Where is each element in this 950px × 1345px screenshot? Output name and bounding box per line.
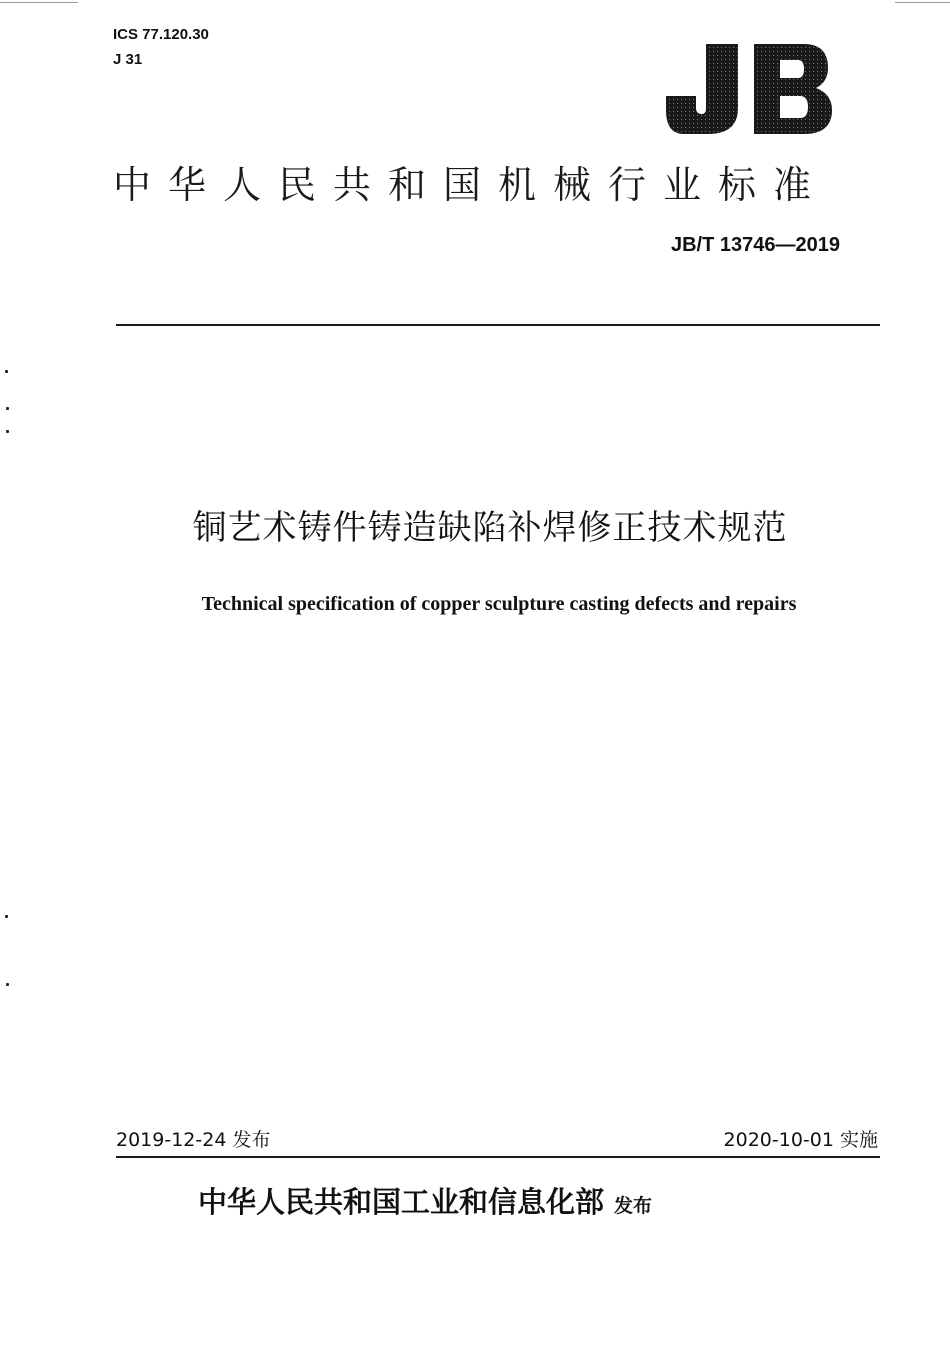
scan-speck xyxy=(5,915,8,918)
publisher xyxy=(198,1180,818,1228)
issue-date: 2019-12-24 发布 xyxy=(116,1129,271,1151)
header-divider xyxy=(116,324,880,326)
standard-number: JB/T 13746—2019 xyxy=(670,234,840,256)
scan-edge-mark xyxy=(895,2,950,3)
implementation-date: 2020-10-01 实施 xyxy=(723,1129,878,1151)
document-title-english: Technical specification of copper sculpture casting defects and repairs xyxy=(201,593,797,615)
issuing-body-title: 中华人民共和国机械行业标准 xyxy=(113,163,829,207)
publisher-name: 中华人民共和国工业和信息化部 xyxy=(198,1185,605,1219)
document-title-chinese: 铜艺术铸件铸造缺陷补焊修正技术规范 xyxy=(192,508,788,548)
scan-edge-mark xyxy=(0,2,78,3)
footer-divider xyxy=(116,1156,880,1158)
jb-logo xyxy=(664,38,834,138)
ccs-code: J 31 xyxy=(113,51,143,68)
publisher-suffix: 发布 xyxy=(614,1195,653,1217)
ics-code: ICS 77.120.30 xyxy=(113,26,209,43)
scan-speck xyxy=(5,370,8,373)
scan-speck xyxy=(6,983,9,986)
scan-speck xyxy=(6,407,9,410)
scan-speck xyxy=(6,430,9,433)
